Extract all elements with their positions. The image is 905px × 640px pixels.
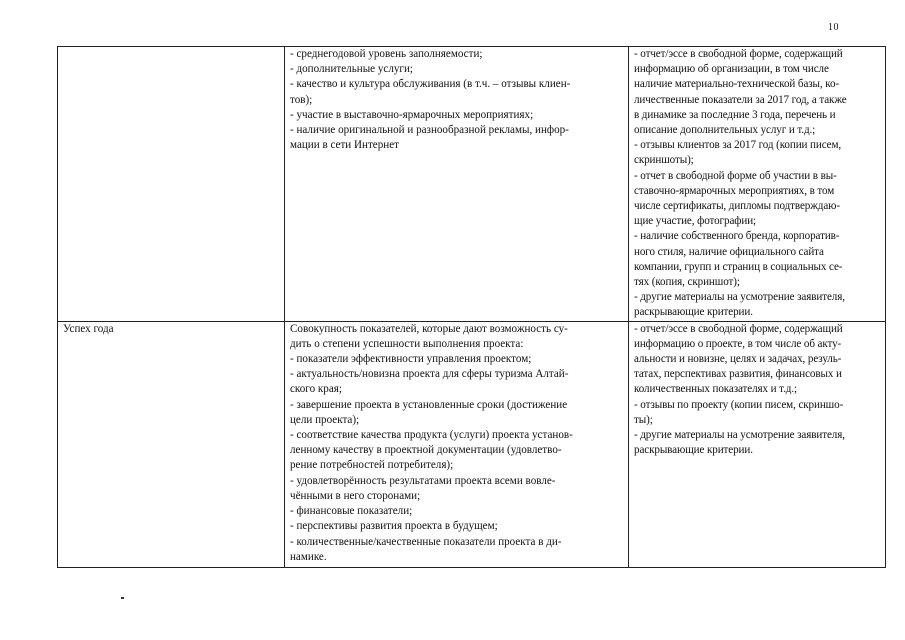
scan-mark [121,597,124,599]
text-line: чёнными в него сторонами; [290,489,421,502]
documents-cell [629,321,886,567]
text-line: раскрывающие критерии. [634,444,753,457]
text-line: раскрывающие критерии. [634,306,753,319]
text-line: Совокупность показателей, которые дают возможность су- [290,322,568,335]
text-line: тях (копия, скриншот); [634,276,740,289]
text-line: - наличие собственного бренда, корпоратив- [634,230,840,243]
text-line: цели проекта); [290,413,360,426]
text-line: личественные показатели за 2017 год, а также [634,93,847,106]
text-line: числе сертификаты, дипломы подтверждаю- [634,200,840,213]
text-line: татах, перспективах развития, финансовых и [634,368,842,381]
text-line: - среднегодовой уровень заполняемости; [290,48,483,60]
text-line: тов); [290,93,313,106]
text-line: в динамике за последние 3 года, перечень и [634,108,836,121]
text-line: - другие материалы на усмотрение заявителя, [634,291,845,304]
text-line: - актуальность/новизна проекта для сферы туризма Алтай- [290,368,569,381]
criteria-table [57,46,886,568]
text-line: компании, групп и страниц в социальных се- [634,260,843,273]
text-line: - удовлетворённость результатами проекта всеми вовле- [290,474,556,487]
text-line: наличие материально-технической базы, ко- [634,78,840,91]
text-line: информацию об организации, в том числе [634,63,829,76]
text-line: мации в сети Интернет [290,139,399,152]
text-line: - отчет/эссе в свободной форме, содержащий [634,48,843,60]
text-line: - финансовые показатели; [290,505,413,518]
text-line: намике. [290,550,327,563]
text-line: - отзывы клиентов за 2017 год (копии писем, [634,139,842,152]
documents-cell [629,47,886,322]
text-line: - наличие оригинальной и разнообразной рекламы, инфор- [290,124,569,137]
text-line: - участие в выставочно-ярмарочных мероприятиях; [290,108,534,121]
nomination-cell [58,321,285,567]
text-line: информацию о проекте, в том числе об акту- [634,337,842,350]
indicators-cell [285,47,629,322]
page-number: 10 [828,22,839,33]
text-line: - отчет/эссе в свободной форме, содержащий [634,322,843,335]
nomination-label: Успех года [63,322,114,335]
text-line: - отзывы по проекту (копии писем, скриншо- [634,398,844,411]
table-row [58,47,886,322]
text-line: - завершение проекта в установленные сроки (достижение [290,398,568,411]
text-line: щие участие, фотографии; [634,215,757,228]
text-line: дить о степени успешности выполнения проекта: [290,337,524,350]
text-line: ского края; [290,383,342,396]
nomination-cell [58,47,285,322]
text-line: рение потребностей потребителя); [290,459,454,472]
indicators-cell [285,321,629,567]
text-line: ленному качеству в проектной документации (удовлетво- [290,444,562,457]
text-line: описание дополнительных услуг и т.д.; [634,124,816,137]
text-line: - отчет в свободной форме об участии в вы- [634,169,837,182]
text-line: скриншоты); [634,154,694,167]
text-line: - показатели эффективности управления проектом; [290,353,532,366]
text-line: - другие материалы на усмотрение заявителя, [634,429,845,442]
text-line: - качество и культура обслуживания (в т.ч. – отзывы клиен- [290,78,571,91]
text-line: - перспективы развития проекта в будущем; [290,520,498,533]
text-line: количественных показателях и т.д.; [634,383,797,396]
text-line: ты); [634,413,653,426]
text-line: ного стиля, наличие официального сайта [634,245,824,258]
text-line: ставочно-ярмарочных мероприятиях, в том [634,184,835,197]
text-line: - дополнительные услуги; [290,63,413,76]
text-line: - количественные/качественные показатели проекта в ди- [290,535,562,548]
text-line: альности и новизне, целях и задачах, резуль- [634,353,842,366]
table-row [58,321,886,567]
text-line: - соответствие качества продукта (услуги) проекта установ- [290,429,573,442]
